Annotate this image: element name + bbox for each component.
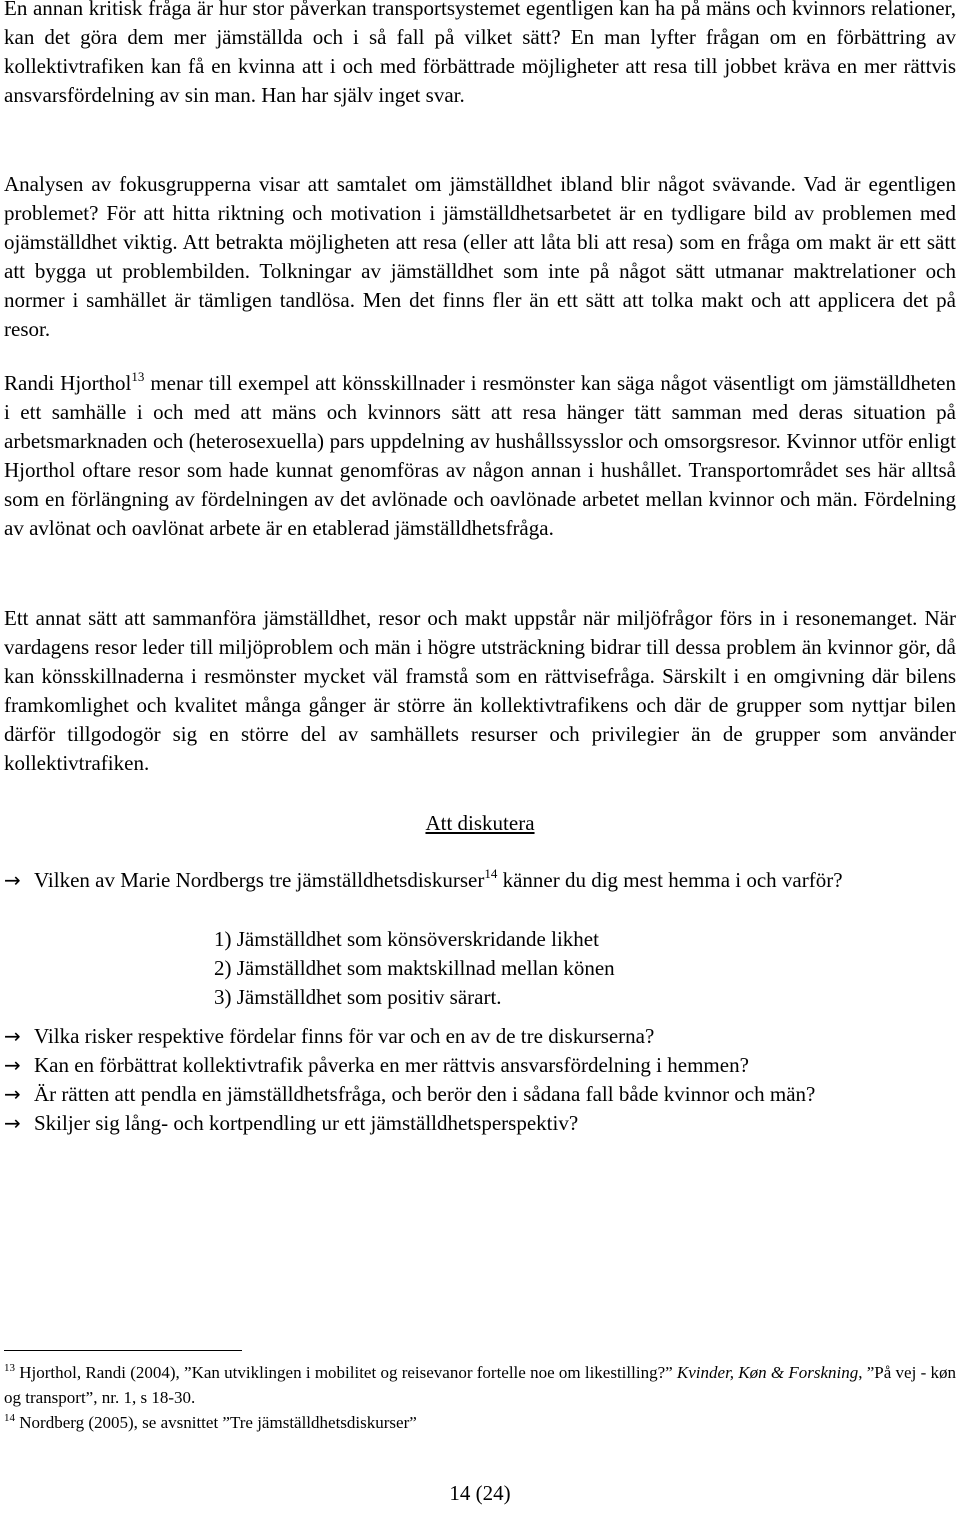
question-1-rest: känner du dig mest hemma i och varför? (497, 868, 843, 892)
discourse-options-list (214, 925, 615, 1012)
footnote-ref-14[interactable]: 14 (484, 866, 498, 881)
discourse-option: 1) Jämställdhet som könsöverskridande likhet (214, 927, 599, 951)
footnotes (4, 1360, 956, 1435)
right-arrow-icon: → (4, 1053, 21, 1077)
question-text: Vilka risker respektive fördelar finns för var och en av de tre diskurserna? (34, 1024, 655, 1048)
footnote-text: Nordberg (2005), se avsnittet ”Tre jämställdhetsdiskurser” (15, 1413, 417, 1432)
footnote-13 (4, 1360, 956, 1410)
paragraph-3 (4, 369, 956, 543)
right-arrow-icon: → (4, 1024, 21, 1048)
question-1-start: Vilken av Marie Nordbergs tre jämställdhetsdiskurser (34, 868, 485, 892)
right-arrow-icon: → (4, 1111, 21, 1135)
paragraph-4: Ett annat sätt att sammanföra jämställdhet, resor och makt uppstår när miljöfrågor förs in i resonemanget. När vardagens resor leder till miljöproblem och män i högre utsträckning bidrar till dessa problem än kvinnor gör, då kan könsskillnaderna i resmönster mycket väl framstå som en rättvisefråga. Särskilt i en omgivning där bilens framkomlighet och kvalitet många gånger är större än kollektivtrafikens och där de grupper som nyttjar bilen därför tillgodogör sig en större del av samhällets resurser och privilegier än de grupper som använder kollektivtrafiken. (4, 606, 956, 775)
question-text: Kan en förbättrat kollektivtrafik påverka en mer rättvis ansvarsfördelning i hemmen? (34, 1053, 749, 1077)
paragraph-3-rest: menar till exempel att könsskillnader i resmönster kan säga något väsentligt om jämställdheten i ett samhälle i och med att mäns och kvinnors sätt att resa hänger tätt samman med deras situation på arbetsmarknaden och (heterosexuella) pars uppdelning av hushållssysslor och omsorgsresor. Kvinnor utför enligt Hjorthol oftare resor som hade kunnat genomföras av någon annan i hushållet. Transportområdet ses här alltså som en förlängning av fördelningen av det avlönade och oavlönade arbetet mellan kvinnor och män. Fördelning av avlönat och oavlönat arbete är en etablerad jämställdhetsfråga. (4, 371, 956, 540)
discussion-heading: Att diskutera (425, 811, 535, 835)
right-arrow-icon: → (4, 868, 21, 892)
right-arrow-icon: → (4, 1082, 21, 1106)
discussion-question (4, 1080, 956, 1109)
footnote-14 (4, 1410, 956, 1435)
discussion-question (4, 1109, 956, 1138)
footnote-ref-13[interactable]: 13 (131, 369, 145, 384)
discussion-question (4, 1022, 956, 1051)
page-number: 14 (24) (449, 1481, 511, 1505)
discussion-question-1 (4, 866, 956, 895)
question-text: Är rätten att pendla en jämställdhetsfråga, och berör den i sådana fall både kvinnor och män? (34, 1082, 816, 1106)
discussion-questions-list (4, 1022, 956, 1138)
paragraph-2: Analysen av fokusgrupperna visar att samtalet om jämställdhet ibland blir något svävande. Vad är egentligen problemet? För att hitta riktning och motivation i jämställdhetsarbetet är en tydligare bild av problemen med ojämställdhet viktig. Att betrakta möjligheten att resa (eller att låta bli att resa) som en fråga om makt är ett sätt att bygga ut problembilden. Tolkningar av jämställdhet som inte på något sätt utmanar maktrelationer och normer i samhället är tämligen tandlösa. Men det finns fler än ett sätt att tolka makt och att applicera det på resor. (4, 172, 956, 341)
discourse-option: 2) Jämställdhet som maktskillnad mellan könen (214, 956, 615, 980)
footnote-number: 14 (4, 1412, 15, 1424)
footnote-number: 13 (4, 1362, 15, 1374)
footnote-text: Hjorthol, Randi (2004), ”Kan utviklingen i mobilitet og reisevanor fortelle noe om likestilling?” (15, 1363, 677, 1382)
paragraph-1: En annan kritisk fråga är hur stor påverkan transportsystemet egentligen kan ha på mäns och kvinnors relationer, kan det göra dem mer jämställda och i så fall på vilket sätt? En man lyfter frågan om en förbättring av kollektivtrafiken kan få en kvinna att i och med förbättrade möjligheter att resa till jobbet kräva en mer rättvis ansvarsfördelning av sin man. Han har själv inget svar. (4, 0, 956, 107)
discussion-question (4, 1051, 956, 1080)
question-text: Skiljer sig lång- och kortpendling ur ett jämställdhetsperspektiv? (34, 1111, 579, 1135)
footnote-separator (4, 1350, 242, 1351)
discourse-option: 3) Jämställdhet som positiv särart. (214, 985, 502, 1009)
paragraph-3-start: Randi Hjorthol (4, 371, 132, 395)
footnote-text: , ”På vej - køn og transport”, nr. 1, s 18-30. (4, 1363, 956, 1407)
document-page (4, 0, 956, 1513)
footnote-journal-title: Kvinder, Køn & Forskning (676, 1363, 859, 1382)
